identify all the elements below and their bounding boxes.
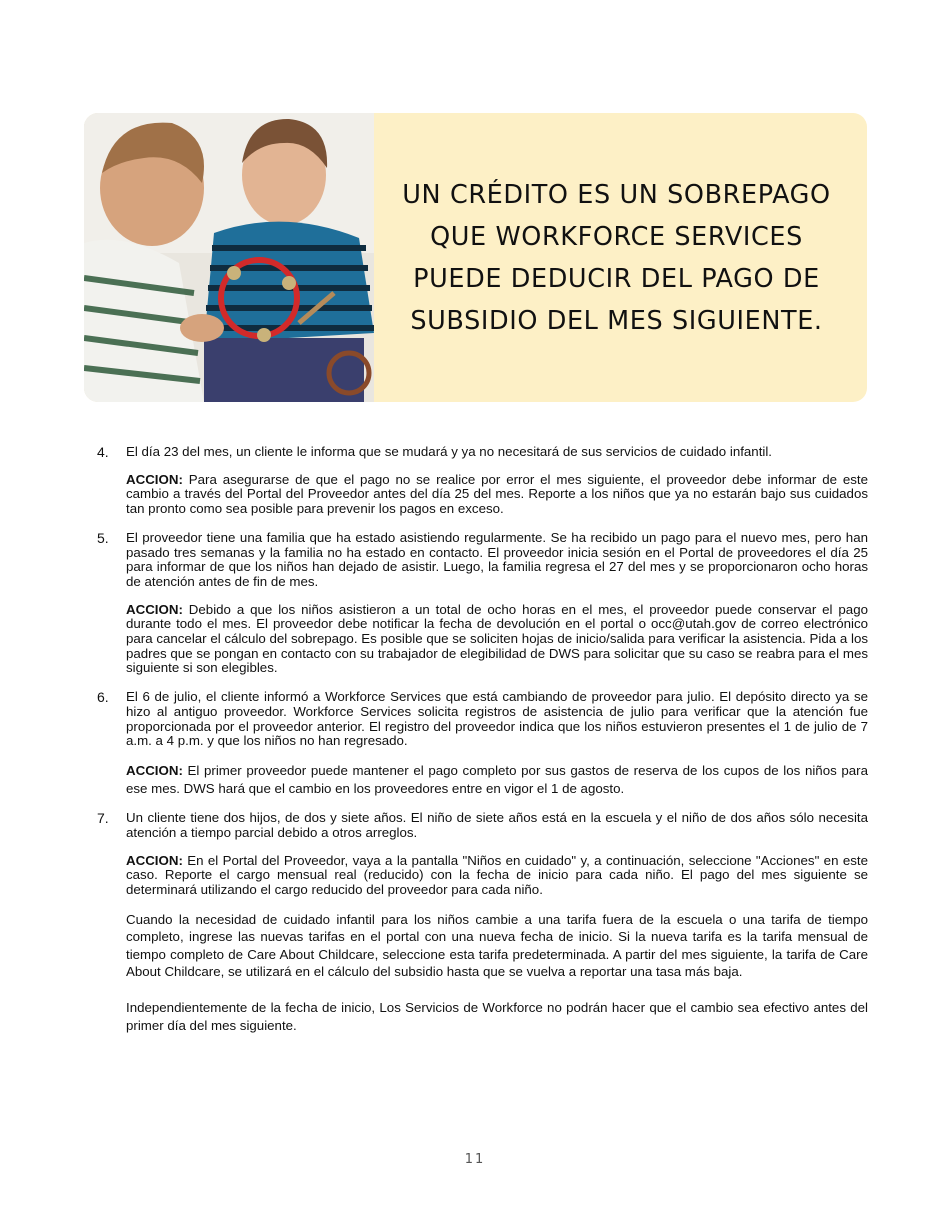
item-action <box>126 603 868 677</box>
list-item <box>97 445 868 517</box>
item-text: El 6 de julio, el cliente informó a Workforce Services que está cambiando de proveedor para julio. El depósito directo ya se hizo al antiguo proveedor. Workforce Services solicita registros de asistencia de julio para verificar que la atención fue proporcionada por el proveedor anterior. El registro del proveedor indica que los niños estuvieron presentes el 1 de julio de 7 a.m. a 4 p.m. y que los niños no han regresado. <box>126 689 868 749</box>
item-body <box>126 690 868 797</box>
action-text: Debido a que los niños asistieron a un total de ocho horas en el mes, el proveedor puede conservar el pago durante todo el mes. El proveedor debe notificar la fecha de devolución en el portal o occ@utah.gov de correo electrónico para cancelar el cálculo del sobrepago. Es posible que se soliciten hojas de inicio/salida para verificar la asistencia. Pida a los padres que se pongan en contacto con su trabajador de elegibilidad de DWS para solicitar que su caso se reabra para el mes siguiente si son elegibles. <box>126 601 868 676</box>
item-action <box>126 854 868 898</box>
list-item <box>97 531 868 676</box>
item-text: El día 23 del mes, un cliente le informa que se mudará y ya no necesitará de sus servicios de cuidado infantil. <box>126 444 772 459</box>
action-label: ACCION: <box>126 601 183 617</box>
item-body <box>126 811 868 1034</box>
list-item <box>97 690 868 797</box>
banner-text <box>384 113 849 402</box>
action-text: Para asegurarse de que el pago no se realice por error el mes siguiente, el proveedor debe informar de este cambio a través del Portal del Proveedor antes del día 25 del mes. Reporte a los niños que ya no estarán bajo sus cuidados tan pronto como sea posible para prevenir los pagos en exceso. <box>126 471 868 517</box>
item-extra-paragraph: Cuando la necesidad de cuidado infantil para los niños cambie a una tarifa fuera de la escuela o una tarifa de tiempo completo, ingrese las nuevas tarifas en el portal con una nueva fecha de inicio. Si la nueva tarifa es la tarifa mensual de tiempo completo de Care About Childcare, seleccione esta tarifa predeterminada. A partir del mes siguiente, la tarifa de Care About Childcare, se utilizará en el cálculo del subsidio hasta que se vuelva a reportar una tasa más baja. <box>126 911 868 980</box>
item-number: 5. <box>97 529 109 546</box>
item-text: El proveedor tiene una familia que ha estado asistiendo regularmente. Se ha recibido un pago para el nuevo mes, pero han pasado tres semanas y la familia no ha estado en contacto. El proveedor inicia sesión en el Portal de proveedores el día 25 para informar de que los niños han dejado de asistir. Luego, la familia regresa el 27 del mes y se proporcionaron ocho horas de atención antes de fin de mes. <box>126 529 868 589</box>
action-label: ACCION: <box>126 762 183 778</box>
item-number: 4. <box>97 444 109 460</box>
item-action <box>126 762 868 797</box>
item-action <box>126 473 868 517</box>
item-text: Un cliente tiene dos hijos, de dos y siete años. El niño de siete años está en la escuela y el niño de dos años sólo necesita atención a tiempo parcial debido a otros arreglos. <box>126 810 868 840</box>
item-body <box>126 445 868 517</box>
list-item <box>97 811 868 1034</box>
item-number: 6. <box>97 689 109 706</box>
item-number: 7. <box>97 810 109 827</box>
item-body <box>126 531 868 676</box>
action-text: El primer proveedor puede mantener el pago completo por sus gastos de reserva de los cupos de los niños para ese mes. DWS hará que el cambio en los proveedores entre en vigor el 1 de agosto. <box>126 762 868 796</box>
action-label: ACCION: <box>126 471 183 487</box>
page-number: 11 <box>464 1152 486 1167</box>
banner <box>84 113 867 402</box>
action-text: En el Portal del Proveedor, vaya a la pantalla "Niños en cuidado" y, a continuación, seleccione "Acciones" en este caso. Reporte el cargo mensual real (reducido) con la fecha de inicio para cada niño. El pago del mes siguiente se determinará utilizando el cargo reducido del proveedor para cada niño. <box>126 852 868 897</box>
item-extra-paragraph: Independientemente de la fecha de inicio, Los Servicios de Workforce no podrán hacer que el cambio sea efectivo antes del primer día del mes siguiente. <box>126 1000 868 1033</box>
action-label: ACCION: <box>126 852 183 868</box>
banner-headline: UN CRÉDITO ES UN SOBREPAGO QUE WORKFORCE SERVICES PUEDE DEDUCIR DEL PAGO DE SUBSIDIO DEL MES SIGUIENTE. <box>402 179 831 336</box>
numbered-list <box>97 445 868 1048</box>
children-playing-tambourine-photo <box>84 113 374 402</box>
